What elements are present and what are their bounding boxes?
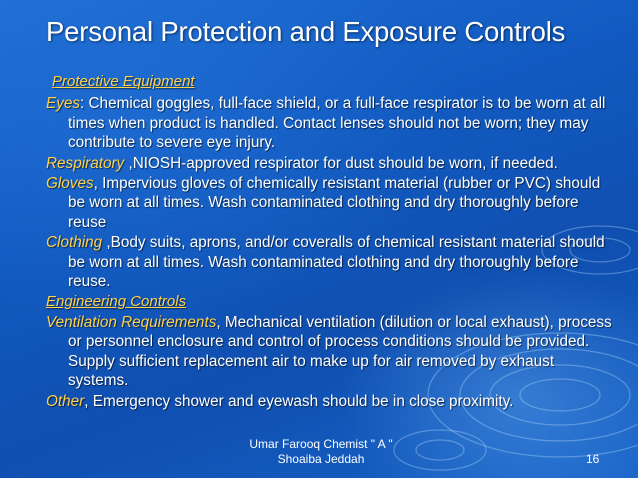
item-label: Other bbox=[46, 392, 85, 410]
item-text: , Impervious gloves of chemically resistant material (rubber or PVC) should be worn at all times. Wash contaminated clothing and dry thoroughly before reuse bbox=[68, 175, 601, 231]
footer-line-2: Shoaiba Jeddah bbox=[277, 452, 365, 466]
item-label: Ventilation Requirements bbox=[46, 313, 217, 331]
slide-title: Personal Protection and Exposure Controls bbox=[46, 16, 566, 47]
item-gloves bbox=[46, 174, 616, 232]
item-text: ,NIOSH-approved respirator for dust should be worn, if needed. bbox=[124, 154, 558, 172]
protective-equipment-heading: Protective Equipment bbox=[52, 73, 195, 90]
item-eyes bbox=[46, 94, 616, 152]
item-label: Eyes bbox=[46, 95, 81, 113]
slide-content bbox=[46, 72, 616, 412]
engineering-controls-heading: Engineering Controls bbox=[46, 293, 187, 311]
item-other bbox=[46, 392, 616, 411]
item-label: Respiratory bbox=[46, 154, 125, 172]
item-text: , Emergency shower and eyewash should be in close proximity. bbox=[84, 392, 514, 410]
item-clothing bbox=[46, 233, 616, 291]
item-respiratory bbox=[46, 154, 616, 173]
item-text: : Chemical goggles, full-face shield, or a full-face respirator is to be worn at all times when product is handled. Contact lenses should not be worn; they may contribute to severe eye injury. bbox=[68, 95, 606, 152]
item-text: , Mechanical ventilation (dilution or local exhaust), process or personnel enclosure and control of process conditions should be provided. Supply sufficient replacement air to make up for air removed by exhaust systems. bbox=[68, 313, 612, 390]
item-label: Clothing bbox=[46, 234, 103, 252]
item-ventilation bbox=[46, 313, 616, 391]
footer-line-1: Umar Farooq Chemist " A " bbox=[249, 437, 393, 451]
footer-author bbox=[246, 437, 396, 467]
page-number: 16 bbox=[586, 452, 600, 466]
item-label: Gloves bbox=[46, 175, 94, 193]
item-text: ,Body suits, aprons, and/or coveralls of chemical resistant material should be worn at all times. Wash contaminated clothing and dry thoroughly before reuse. bbox=[68, 234, 605, 291]
